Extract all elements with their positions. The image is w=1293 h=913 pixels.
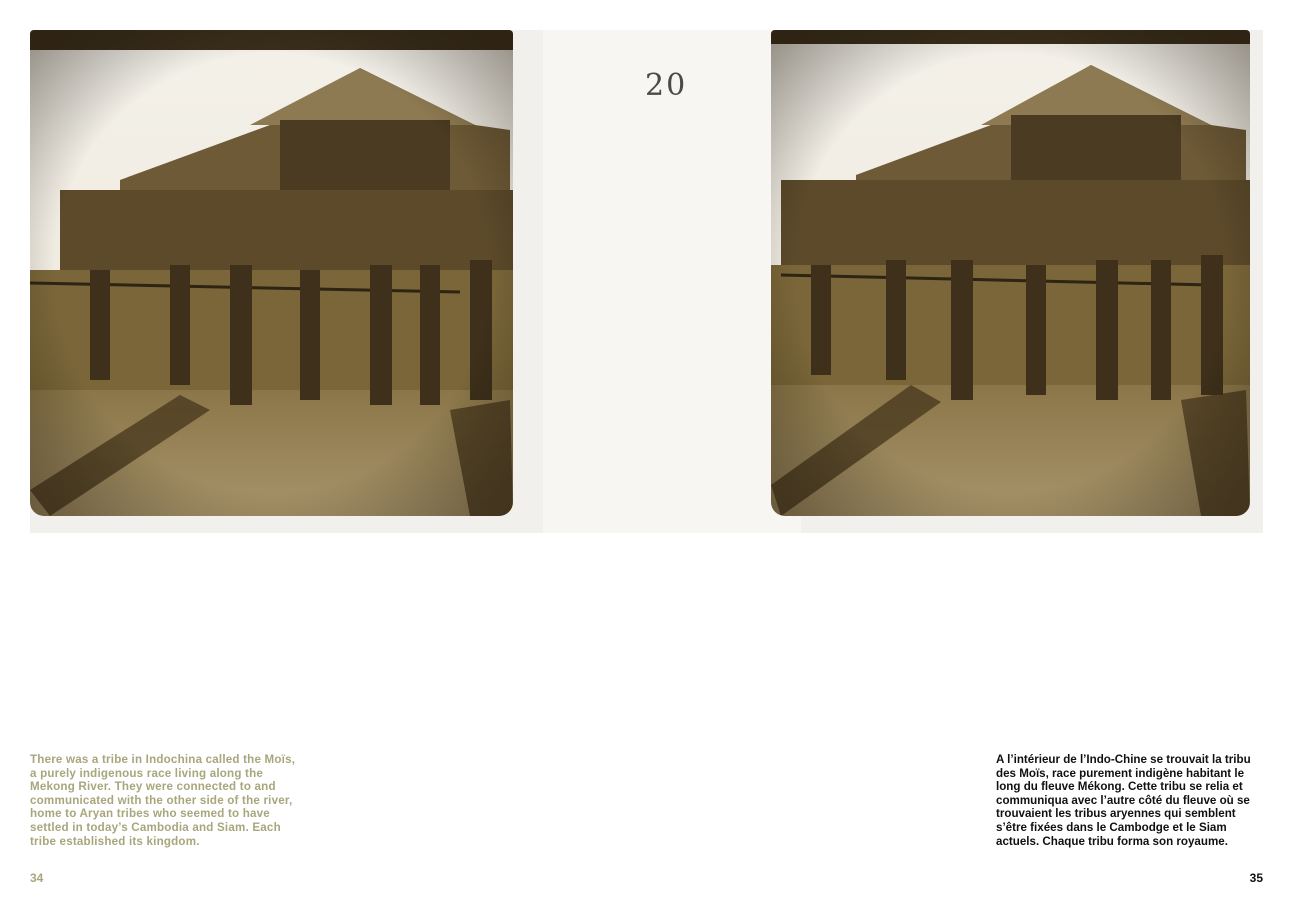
- photo-right-scene: [771, 30, 1250, 516]
- stereo-plate: [30, 30, 1263, 533]
- page-number-right: 35: [1249, 871, 1263, 885]
- stereo-photo-right: [771, 30, 1250, 516]
- stereo-photo-left: [30, 30, 513, 516]
- plate-number: 20: [645, 68, 688, 103]
- caption-french: A l’intérieur de l’Indo-Chine se trouvait la tribu des Moïs, race purement indigène habitant le long du fleuve Mékong. Cette tribu se relia et communiqua avec l’autre côté du fleuve où se trouvaient les tribus aryennes qui semblent s’être fixées dans le Cambodge et le Siam actuels. Chaque tribu forma son royaume.: [996, 753, 1251, 848]
- caption-english: There was a tribe in Indochina called the Moïs, a purely indigenous race living along the Mekong River. They were connected to and communicated with the other side of the river, home to Aryan tribes who seemed to have settled in today’s Cambodia and Siam. Each tribe established its kingdom.: [30, 753, 296, 848]
- slide-gap: [543, 30, 801, 533]
- page-number-left: 34: [30, 871, 44, 885]
- photo-left-scene: [30, 30, 513, 516]
